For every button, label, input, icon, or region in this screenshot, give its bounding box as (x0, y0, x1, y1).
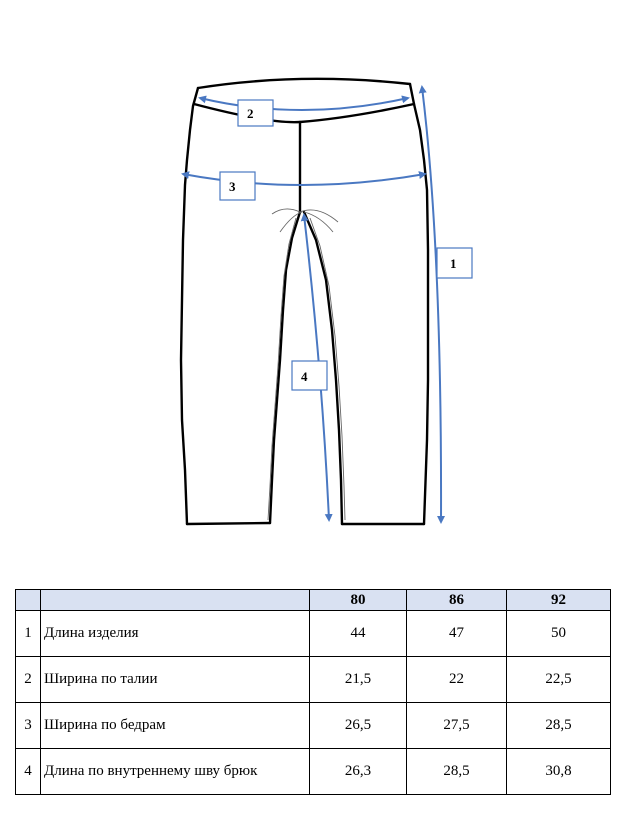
row-value: 21,5 (310, 657, 407, 703)
table-row (16, 749, 611, 795)
row-name: Длина изделия (41, 611, 310, 657)
row-value: 50 (507, 611, 611, 657)
table-row (16, 611, 611, 657)
svg-text:1: 1 (450, 256, 457, 271)
size-table (15, 589, 611, 795)
row-number: 3 (16, 703, 41, 749)
row-value: 28,5 (507, 703, 611, 749)
header-empty-name (41, 590, 310, 611)
pants-outline (181, 79, 428, 524)
svg-text:4: 4 (301, 369, 308, 384)
row-value: 26,5 (310, 703, 407, 749)
row-value: 30,8 (507, 749, 611, 795)
row-value: 27,5 (407, 703, 507, 749)
arrow-waist (200, 98, 408, 110)
row-value: 28,5 (407, 749, 507, 795)
row-value: 22 (407, 657, 507, 703)
row-name: Ширина по талии (41, 657, 310, 703)
row-value: 47 (407, 611, 507, 657)
row-value: 26,3 (310, 749, 407, 795)
table-row (16, 657, 611, 703)
svg-text:2: 2 (247, 106, 254, 121)
row-number: 1 (16, 611, 41, 657)
arrow-length (422, 87, 441, 522)
row-name: Ширина по бедрам (41, 703, 310, 749)
svg-text:3: 3 (229, 179, 236, 194)
arrow-hips (183, 174, 425, 185)
row-number: 2 (16, 657, 41, 703)
label-4 (292, 361, 327, 390)
label-1 (437, 248, 472, 278)
label-2 (238, 100, 273, 126)
header-size-92: 92 (507, 590, 611, 611)
header-size-86: 86 (407, 590, 507, 611)
row-number: 4 (16, 749, 41, 795)
header-size-80: 80 (310, 590, 407, 611)
row-value: 22,5 (507, 657, 611, 703)
measurement-arrows (183, 87, 441, 522)
header-empty-num (16, 590, 41, 611)
row-name: Длина по внутреннему шву брюк (41, 749, 310, 795)
label-3 (220, 172, 255, 200)
table-header-row (16, 590, 611, 611)
row-value: 44 (310, 611, 407, 657)
table-row (16, 703, 611, 749)
